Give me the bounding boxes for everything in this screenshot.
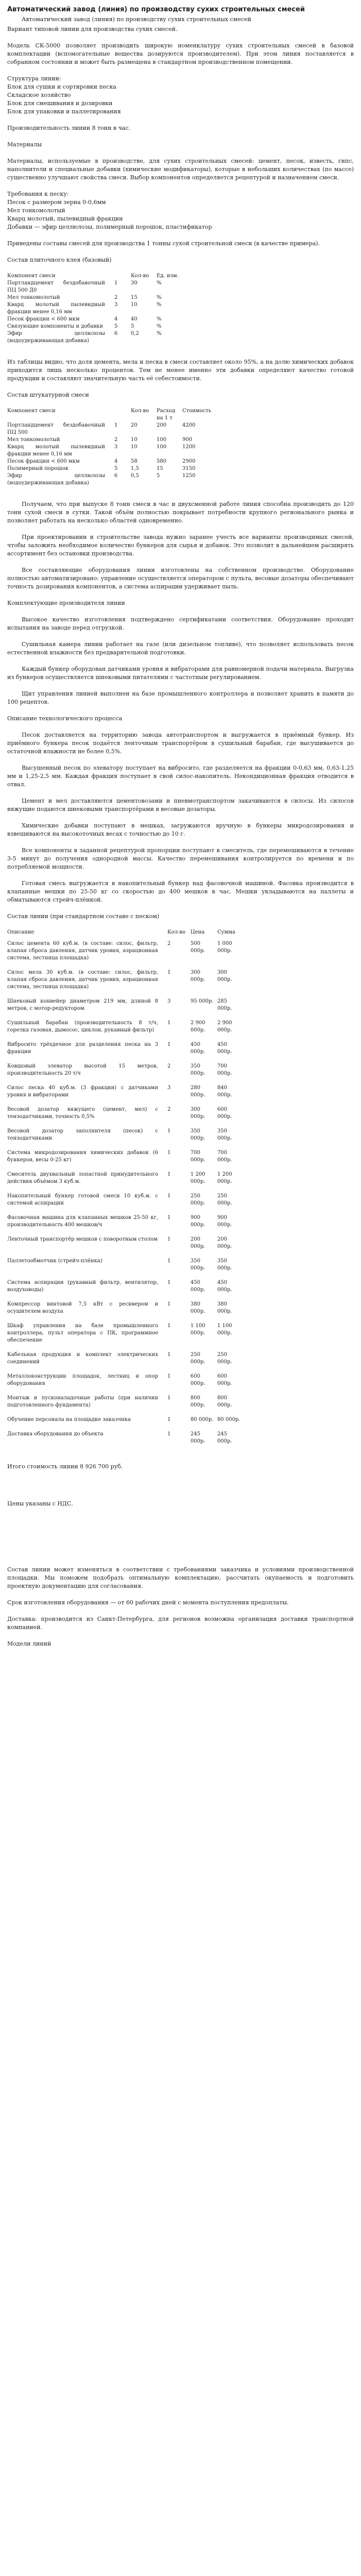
tech-paragraph: Песок доставляется на территорию завода автотранспортом и выгружается в приёмный бункер. Из приёмного бункера песок подаётся ленточным транспортёром в сушильный барабан, где высушивается до остаточной влажности не более 0,5%. — [7, 732, 354, 755]
table-cell: 900 — [182, 437, 193, 443]
table-row — [7, 1149, 244, 1171]
table-cell: 840 000р. — [217, 1085, 232, 1098]
tech-paragraph: Все компоненты в заданной рецептурой пропорции поступают в смеситель, где перемешиваются в течение 3-5 минут до получения однородной массы. Качество перемешивания контролируется по времени и по потребляемой мощности. — [7, 847, 354, 870]
table-cell: Вибросито трёхдечное для разделения песка на 3 фракции — [7, 1042, 158, 1055]
table-cell: 380 000р. — [217, 1301, 232, 1314]
table-cell: Ковшовый элеватор высотой 15 метров, производительность 20 т/ч — [7, 1063, 158, 1076]
table-cell: 100 — [157, 444, 167, 450]
table-cell: Обучение персонала на площадке заказчика — [7, 1417, 131, 1422]
prices-note: Цены указаны с НДС. — [7, 1500, 73, 1507]
table-row — [7, 1236, 244, 1258]
table-cell: Полимерный порошок — [7, 466, 68, 471]
table-cell: 1 100 000р. — [190, 1323, 205, 1336]
table-header: Кол-во — [167, 929, 186, 935]
table-cell: 450 000р. — [190, 1042, 205, 1055]
table-cell: Мел тонкомолотый — [7, 437, 60, 443]
table-cell: 30 — [131, 280, 137, 286]
table-cell: 5 — [157, 473, 160, 479]
table-cell: 1 — [114, 280, 118, 286]
paragraph: Все составляющие оборудования линии изготовлены на собственном производстве. Оборудование полностью автоматизировано: управление осуществляется оператором с пульта, весовые дозаторы обеспечивают точность дозирования компонентов, а система аспирации удерживает пыль. — [7, 567, 354, 590]
table-row — [7, 301, 182, 316]
table-header-row — [7, 929, 244, 940]
table-row — [7, 1193, 244, 1214]
table-cell: 900 000р. — [217, 1215, 232, 1228]
paragraph: Получаем, что при выпуске 8 тонн смеси в час и двухсменной работе линия способна производить до 120 тонн сухой смеси в сутки. Такой объём полностью покрывает потребности крупного регионального рынка и позволяет работать на несколько областей одновременно. — [7, 501, 354, 524]
table-cell: 6 — [114, 473, 118, 479]
table-row — [7, 1041, 244, 1063]
table-cell: 450 000р. — [217, 1280, 232, 1293]
table-cell: % — [157, 331, 162, 336]
table-cell: 1 — [167, 1258, 171, 1264]
table-cell: 0,2 — [131, 331, 139, 336]
structure-item: Блок для смешивания и дозировки — [7, 100, 113, 107]
table-row — [7, 1431, 244, 1452]
table-cell: 250 000р. — [190, 1193, 205, 1206]
table-header: Компонент смеси — [7, 408, 56, 414]
table1-title: Состав плиточного клея (базовый) — [7, 257, 112, 263]
table-cell: 1 — [167, 1280, 171, 1285]
table-cell: 3 — [167, 998, 171, 1004]
table-cell: 1 — [167, 1236, 171, 1242]
table-cell: 2 900 000р. — [190, 1020, 205, 1033]
table-cell: % — [157, 324, 162, 329]
paragraph: При проектировании и строительстве завода нужно заранее учесть все варианты производимых смесей, чтобы заложить необходимое количество бункеров для сырья и добавок. Это позволит в дальнейшем расширять ассортимент без остановки производства. — [7, 534, 354, 557]
table-cell: 245 000р. — [217, 1431, 232, 1444]
table-cell: 245 000р. — [190, 1431, 205, 1444]
table-row — [7, 1258, 244, 1279]
table-cell: 5 — [131, 324, 134, 329]
table-header: Цена — [190, 929, 205, 935]
table-cell: Весовой дозатор вяжущего (цемент, мел) с тензодатчиками, точность 0,5% — [7, 1107, 158, 1120]
intro-lead: Автоматический завод (линия) по производству сухих строительных смесей — [22, 16, 251, 23]
table-row — [7, 1020, 244, 1041]
table-row — [7, 422, 213, 436]
final-paragraph: Состав линии может изменяться в соответствии с требованиями заказчика и условиями производственной площадки. Мы поможем подобрать оптимальную комплектацию, рассчитать окупаемость и подготовить проектную документацию для согласования. — [7, 1566, 354, 1589]
table-row — [7, 1416, 244, 1431]
table-cell: Мел тонкомолотый — [7, 295, 60, 300]
table-cell: 580 — [157, 459, 167, 464]
table-header-row — [7, 408, 213, 422]
table-cell: Весовой дозатор заполнителя (песок) с тензодатчиками — [7, 1128, 158, 1141]
table-row — [7, 940, 244, 969]
capacity-text: Производительность линии 8 тонн в час. — [7, 125, 131, 131]
table-header: Сумма — [217, 929, 235, 935]
table-cell: 1 — [114, 422, 118, 428]
table-cell: 2900 — [182, 459, 196, 464]
table-cell: Накопительный бункер готовой смеси 10 куб.м. с системой аспирации — [7, 1193, 158, 1206]
composition-table-1 — [7, 273, 182, 345]
table-cell: 3 — [114, 444, 118, 450]
table-row — [7, 1351, 244, 1373]
table-cell: Силос песка 40 куб.м. (3 фракции) с датчиками уровня и вибраторами — [7, 1085, 158, 1098]
table-cell: 600 000р. — [190, 1374, 205, 1386]
table-cell: Система микродозирования химических добавок (6 бункеров, весы 0-25 кг) — [7, 1150, 158, 1163]
table-cell: 2 — [167, 941, 171, 946]
table-row — [7, 1323, 244, 1351]
middle-text: Из таблицы видно, что доля цемента, мела и песка в смеси составляет около 95%, а на долю химических добавок приходится лишь несколько процентов. Тем не менее именно эти добавки определяют качество готовой продукции и составляют значительную часть её себестоимости. — [7, 359, 354, 382]
sand-spec-line: Кварц молотый, пылевидный фракции — [7, 215, 123, 222]
paragraph: Сушильная камера линии работает на газе (или дизельном топливе), что позволяет использовать песок естественной влажности без предварительной подготовки. — [7, 641, 354, 656]
table-cell: 800 000р. — [217, 1395, 232, 1408]
table-cell: Кварц молотый пылевидный фракции менее 0,16 мм — [7, 444, 105, 457]
table-header-row — [7, 273, 182, 280]
table-cell: 1200 — [182, 444, 196, 450]
paragraph: Комплектующие производителя линии — [7, 600, 125, 606]
table-cell: 6 — [114, 331, 118, 336]
table-cell: Монтаж и пусконаладочные работы (при наличии подготовленного фундамента) — [7, 1395, 158, 1408]
table-cell: % — [157, 302, 162, 308]
table-row — [7, 436, 213, 444]
sand-spec-line: Мел тонкомолотый — [7, 207, 65, 214]
equipment-table — [7, 929, 244, 1452]
table-cell: 200 — [157, 422, 167, 428]
table-cell: 10 — [131, 302, 137, 308]
table-cell: 15 — [157, 466, 163, 471]
table-cell: 4 — [114, 459, 118, 464]
table-cell: 300 000р. — [217, 970, 232, 982]
table-cell: Портландцемент бездобавочный ПЦ 500 — [7, 422, 105, 435]
paragraph: Щит управления линией выполнен на базе промышленного контроллера и позволяет хранить в памяти до 100 рецептов. — [7, 690, 354, 705]
table2-title: Состав штукатурной смеси — [7, 392, 89, 398]
table-cell: 1 — [167, 1323, 171, 1329]
table-cell: Система аспирации (рукавный фильтр, вентилятор, воздуховоды) — [7, 1280, 158, 1293]
table-row — [7, 465, 213, 472]
materials-title: Материалы — [7, 141, 42, 148]
materials-text: Материалы, используемые в производстве, для сухих строительных смесей: цемент, песок, известь, гипс, наполнители и специальные добавки (химические модификаторы), которые в небольших количествах (по массе) существенно улучшают свойства смеси. Выбор компонентов определяется рецептурой и назначением смеси. — [7, 158, 354, 181]
table-cell: 1 — [167, 1150, 171, 1156]
table-cell: 1250 — [182, 473, 196, 479]
table-cell: 1 — [167, 1042, 171, 1047]
composition-intro: Приведены составы смесей для производства 1 тонны сухой строительной смеси (в качестве примера). — [7, 240, 320, 247]
table-cell: 2 900 000р. — [217, 1020, 232, 1033]
table-row — [7, 1063, 244, 1084]
table-cell: % — [157, 295, 162, 300]
table-cell: 80 000р. — [190, 1417, 214, 1422]
footer-text: Модели линий — [7, 1640, 51, 1647]
table-cell: 3 — [114, 302, 118, 308]
table-row — [7, 1084, 244, 1106]
table-header: Компонент смеси — [7, 273, 56, 279]
table-row — [7, 1214, 244, 1236]
structure-item: Блок для сушки и сортировки песка — [7, 83, 116, 90]
table-cell: 58 — [131, 459, 137, 464]
table-cell: 1 — [167, 1352, 171, 1358]
composition-table-2 — [7, 408, 213, 487]
table-cell: 1 200 000р. — [217, 1172, 232, 1184]
structure-item: Складское хозяйство — [7, 92, 71, 98]
table-row — [7, 330, 182, 345]
table-cell: 1 — [167, 1172, 171, 1177]
table-cell: 1 — [167, 1128, 171, 1134]
table-row — [7, 1106, 244, 1128]
table-cell: Силос мела 30 куб.м. (в составе: силос, фильтр, клапан сброса давления, датчик уровня, аэрационная система, лестница площадка) — [7, 970, 158, 990]
table-cell: 1 — [167, 1417, 171, 1422]
table-row — [7, 1171, 244, 1193]
table-cell: 80 000р. — [217, 1417, 240, 1422]
table-cell: Кабельная продукция и комплект электрических соединений — [7, 1352, 158, 1365]
table-cell: Портландцемент бездобавочный ПЦ 500 Д0 — [7, 280, 105, 293]
table-cell: % — [157, 316, 162, 322]
table-cell: Шнековый конвейер диаметром 219 мм, длиной 8 метров, с мотор-редуктором — [7, 998, 158, 1011]
table-cell: 5 — [114, 466, 118, 471]
table-cell: Кварц молотый пылевидный фракции менее 0,16 мм — [7, 302, 105, 315]
table-cell: 800 000р. — [190, 1395, 205, 1408]
table-cell: 100 — [157, 437, 167, 443]
sand-spec-block — [7, 190, 354, 231]
table-row — [7, 998, 244, 1020]
table-cell: % — [157, 280, 162, 286]
table-row — [7, 323, 182, 330]
table-cell: 1 100 000р. — [217, 1323, 232, 1336]
page-title: Автоматический завод (линия) по производству сухих строительных смесей — [7, 6, 305, 13]
table-cell: 1 — [167, 1431, 171, 1437]
table2-body — [7, 422, 213, 487]
table-row — [7, 280, 182, 294]
table-row — [7, 316, 182, 323]
table-cell: Ленточный транспортёр мешков с поворотным столом — [7, 1236, 158, 1242]
table-cell: 350 000р. — [190, 1128, 205, 1141]
structure-item: Блок для упаковки и паллетирования — [7, 108, 121, 115]
table-row — [7, 1279, 244, 1301]
table-cell: Шкаф управления на базе промышленного контроллера, пульт оператора с ПК, программное обеспечение — [7, 1323, 158, 1343]
table-cell: Сушильный барабан (производительность 8 т/ч, горелка газовая, дымосос, циклон, рукавный фильтр) — [7, 1020, 158, 1033]
table-header: Ед. изм. — [157, 273, 179, 279]
table-cell: 3150 — [182, 466, 196, 471]
table-cell: 3 — [167, 1085, 171, 1091]
table-cell: Смеситель двухвальный лопастной принудительного действия объёмом 3 куб.м. — [7, 1172, 158, 1184]
table-row — [7, 1301, 244, 1323]
table-cell: 1 — [167, 1395, 171, 1401]
structure-label: Структура линии: — [7, 75, 61, 82]
table-cell: 250 000р. — [217, 1193, 232, 1206]
table-header: Стоимость — [182, 408, 212, 414]
final-paragraph: Доставка: производится из Санкт-Петербурга, для регионов возможна организация доставки транспортной компанией. — [7, 1616, 354, 1631]
table-cell: 700 000р. — [190, 1150, 205, 1163]
sand-spec-line: Добавки — эфир целлюлозы, полимерный порошок, пластификатор — [7, 224, 212, 230]
table-cell: 900 000р. — [190, 1215, 205, 1228]
table-cell: 2 — [114, 295, 118, 300]
table-cell: 10 — [131, 437, 137, 443]
table-cell: 380 000р. — [190, 1301, 205, 1314]
table-cell: 300 000р. — [190, 1107, 205, 1120]
table-cell: 600 000р. — [217, 1107, 232, 1120]
table-cell: 600 000р. — [217, 1374, 232, 1386]
table-cell: Компрессор винтовой 7,5 кВт с ресивером и осушителем воздуха — [7, 1301, 158, 1314]
table-cell: 350 000р. — [190, 1063, 205, 1076]
table-cell: Эфир целлюлозы (водоудерживающая добавка) — [7, 331, 105, 344]
structure-block — [7, 75, 354, 116]
table-cell: 1 — [167, 970, 171, 975]
sand-spec-line: Песок с размером зерна 0-0,6мм — [7, 199, 106, 206]
table-row — [7, 458, 213, 465]
table-cell: 4200 — [182, 422, 196, 428]
table-cell: 250 000р. — [190, 1352, 205, 1365]
table-cell: 200 000р. — [217, 1236, 232, 1249]
table-cell: 350 000р. — [190, 1258, 205, 1271]
table-cell: 450 000р. — [190, 1280, 205, 1293]
table-cell: 95 000р. — [190, 998, 214, 1004]
table-cell: 1,5 — [131, 466, 139, 471]
table-cell: 700 000р. — [217, 1150, 232, 1163]
table-cell: 15 — [131, 295, 137, 300]
table-cell: Песок фракции < 600 мкм — [7, 316, 80, 322]
paragraph: Каждый бункер оборудован датчиками уровня и вибраторами для равномерной подачи материала. Выгрузка из бункеров осуществляется шнековыми питателями с частотным регулированием. — [7, 666, 354, 681]
table-cell: 350 000р. — [217, 1258, 232, 1271]
model-text: Модель СК-5000 позволяет производить широкую номенклатуру сухих строительных смесей в базовой комплектации (вспомогательные вещества дозируются производителем). При этом линия поставляется в собранном состоянии и может быть размещена в стандартном производственном помещении. — [7, 42, 354, 65]
equipment-title: Состав линии (при стандартном составе с песком) — [7, 913, 160, 920]
table-cell: 1 200 000р. — [190, 1172, 205, 1184]
table-cell: Силос цемента 60 куб.м. (в составе: силос, фильтр, клапан сброса давления, датчик уровня, аэрационная система, лестница площадка) — [7, 941, 158, 961]
table-cell: Металлоконструкции площадок, лестниц и опор оборудования — [7, 1374, 158, 1386]
table-row — [7, 1128, 244, 1149]
equipment-body — [7, 940, 244, 1452]
table-cell: 2 — [167, 1107, 171, 1112]
final-paragraph: Срок изготовления оборудования — от 60 рабочих дней с момента поступления предоплаты. — [7, 1599, 289, 1606]
tech-paragraph: Готовая смесь выгружается в накопительный бункер над фасовочной машиной. Фасовка производится в клапанные мешки по 25-50 кг со скоростью до 400 мешков в час. Мешки укладываются на паллеты и обматываются стрейч-плёнкой. — [7, 880, 354, 903]
tech-paragraph: Цемент и мел доставляются цементовозами и пневмотранспортом закачиваются в силосы. Из силосов вяжущие подаются шнековыми транспортёрами в весовые дозаторы. — [7, 798, 354, 812]
table-cell: 0,5 — [131, 473, 139, 479]
table-row — [7, 969, 244, 998]
total-text: Итого стоимость линии 8 926 700 руб. — [7, 1463, 123, 1470]
table-cell: Фасовочная машина для клапанных мешков 25-50 кг, производительность 400 мешков/ч — [7, 1215, 158, 1228]
table-cell: 300 000р. — [190, 970, 205, 982]
table-cell: 1 — [167, 1374, 171, 1379]
table-header: Описание — [7, 929, 35, 935]
table-cell: Доставка оборудования до объекта — [7, 1431, 104, 1437]
table-cell: 1 — [167, 1193, 171, 1199]
table-cell: 250 000р. — [217, 1352, 232, 1365]
table-cell: 280 000р. — [190, 1085, 205, 1098]
table-cell: Связующие компоненты и добавки — [7, 324, 103, 329]
tech-paragraph: Химические добавки поступают в мешках, загружаются вручную в бункеры микродозирования и взвешиваются на высокоточных весах с точностью до 10 г. — [7, 822, 354, 837]
table-row — [7, 1395, 244, 1416]
table-cell: 40 — [131, 316, 137, 322]
table1-body — [7, 280, 182, 345]
table-cell: 2 — [167, 1063, 171, 1069]
table-row — [7, 1373, 244, 1395]
table-cell: 4 — [114, 316, 118, 322]
table-cell: Песок фракции < 600 мкм — [7, 459, 80, 464]
table-cell: 450 000р. — [217, 1042, 232, 1055]
table-cell: 1 — [167, 1020, 171, 1026]
table-cell: 350 000р. — [217, 1128, 232, 1141]
table-header: Кол-во — [131, 273, 149, 279]
intro-variant: Вариант типовой линии для производства сухих смесей. — [7, 26, 178, 32]
tech-heading: Описание технологического процесса — [7, 715, 123, 722]
table-cell: Эфир целлюлозы (водоудерживающая добавка) — [7, 473, 105, 486]
table-row — [7, 472, 213, 487]
table-cell: 1 — [167, 1215, 171, 1221]
sand-spec-label: Требования к песку: — [7, 191, 69, 197]
table-cell: 200 000р. — [190, 1236, 205, 1249]
table-row — [7, 444, 213, 458]
tech-paragraph: Высушенный песок по элеватору поступает на вибросито, где разделяется на фракции 0-0,63 мм, 0,63-1,25 мм и 1,25-2,5 мм. Каждая фракция поступает в свой силос-накопитель. Некондиционная фракция отводится в отвал. — [7, 765, 354, 788]
table-cell: 5 — [114, 324, 118, 329]
table-cell: 700 000р. — [217, 1063, 232, 1076]
table-cell: 20 — [131, 422, 137, 428]
table-cell: 10 — [131, 444, 137, 450]
paragraph: Высокое качество изготовления подтверждено сертификатами соответствия. Оборудование проходит испытания на заводе перед отгрузкой. — [7, 616, 354, 631]
table-header: Кол-во — [131, 408, 149, 414]
table-cell: 285 000р. — [217, 998, 232, 1011]
table-cell: 500 000р. — [190, 941, 205, 954]
table-cell: Паллетообмотчик (стрейч-плёнка) — [7, 1258, 102, 1264]
table-row — [7, 294, 182, 301]
table-cell: 1 000 000р. — [217, 941, 232, 954]
table-header: Расход на 1 т — [157, 408, 176, 421]
table-cell: 2 — [114, 437, 118, 443]
table-cell: 1 — [167, 1301, 171, 1307]
